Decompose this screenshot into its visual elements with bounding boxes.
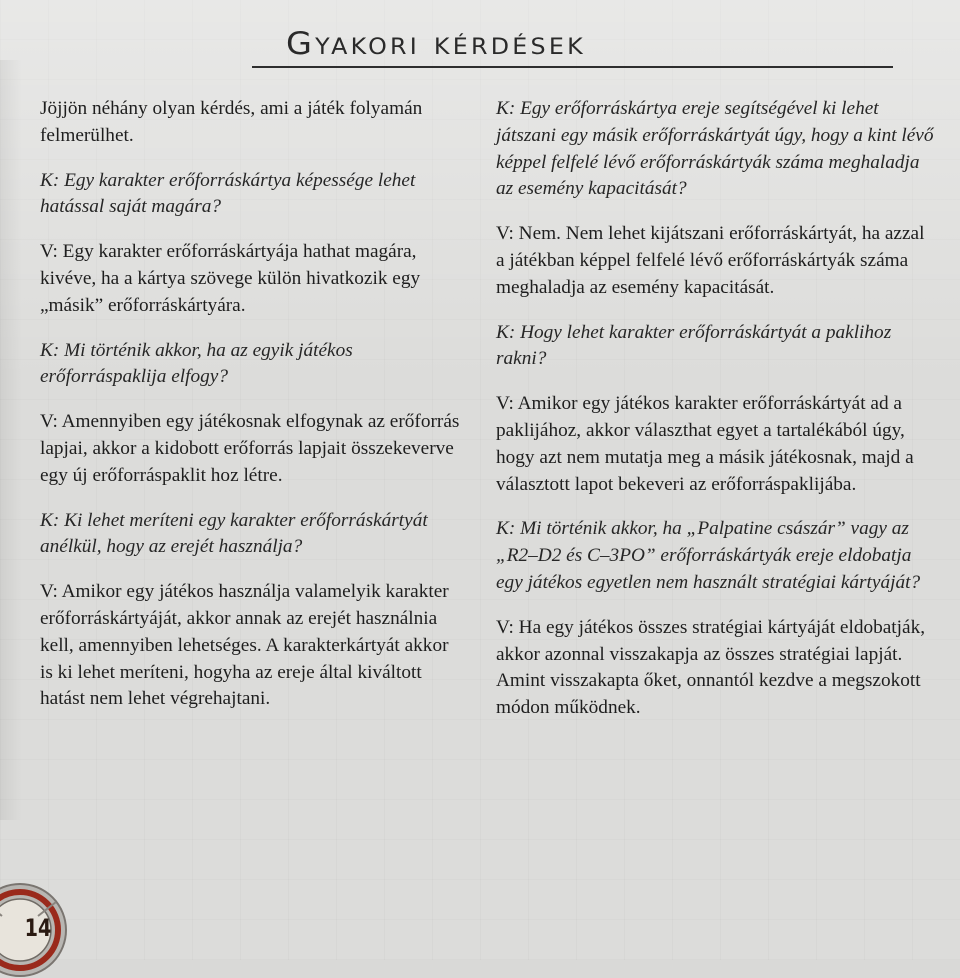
intro-text: Jöjjön néhány olyan kérdés, ami a játék folyamán felmerülhet. [40, 98, 423, 146]
page-title: Gyakori kérdések [286, 26, 586, 62]
title-underline [252, 66, 893, 68]
question-1: K: Egy karakter erőforráskártya képessége lehet hatással saját magára? [40, 169, 416, 218]
question-5: K: Hogy lehet karakter erőforráskártyát a paklihoz rakni? [496, 321, 892, 370]
answer-4: V: Nem. Nem lehet kijátszani erőforráskártyát, ha azzal a játékban képpel felfelé lévő erőforráskártyák száma meghaladja az esemény kapacitását. [496, 223, 925, 298]
answer-6: V: Ha egy játékos összes stratégiai kártyáját eldobatják, akkor azonnal visszakapja az összes stratégiai lapját. Amint visszakapta őket, onnantól kezdve a megszokott módon működnek. [496, 616, 926, 719]
right-column [496, 96, 936, 740]
question-6: K: Mi történik akkor, ha „Palpatine császár” vagy az „R2–D2 és C–3PO” erőforráskártyák ereje eldobatja egy játékos egyetlen nem használt stratégiai kártyáját? [496, 518, 921, 593]
question-3: K: Ki lehet meríteni egy karakter erőforráskártyát anélkül, hogy az erejét használja? [40, 509, 428, 558]
answer-2: V: Amennyiben egy játékosnak elfogynak az erőforrás lapjai, akkor a kidobott erőforrás lapjait összekeverve egy új erőforráspaklit hoz létre. [40, 411, 460, 486]
question-4: K: Egy erőforráskártya ereje segítségével ki lehet játszani egy másik erőforráskártyát úgy, hogy a kint lévő képpel felfelé lévő erőforráskártyák száma meghaladja az esemény kapacitását? [496, 98, 934, 200]
left-edge-decoration [0, 60, 22, 820]
question-2: K: Mi történik akkor, ha az egyik játékos erőforráspaklija elfogy? [40, 339, 353, 388]
answer-5: V: Amikor egy játékos karakter erőforráskártyát ad a paklijához, akkor választhat egyet a tartalékából úgy, hogy azt nem mutatja meg a másik játékosnak, majd a választott lapot bekeveri az erőforráspaklijába. [496, 393, 914, 495]
left-column [40, 96, 460, 731]
answer-1: V: Egy karakter erőforráskártyája hathat magára, kivéve, ha a kártya szövege külön hivatkozik egy „másik” erőforráskártyára. [40, 241, 421, 316]
answer-3: V: Amikor egy játékos használja valamelyik karakter erőforráskártyáját, akkor annak az erejét használnia kell, amennyiben lehetséges. A karakterkártyát akkor is ki lehet meríteni, hogyha az ereje által kiváltott hatást nem lehet végrehajtani. [40, 581, 449, 710]
page-number: 14 [24, 914, 52, 942]
